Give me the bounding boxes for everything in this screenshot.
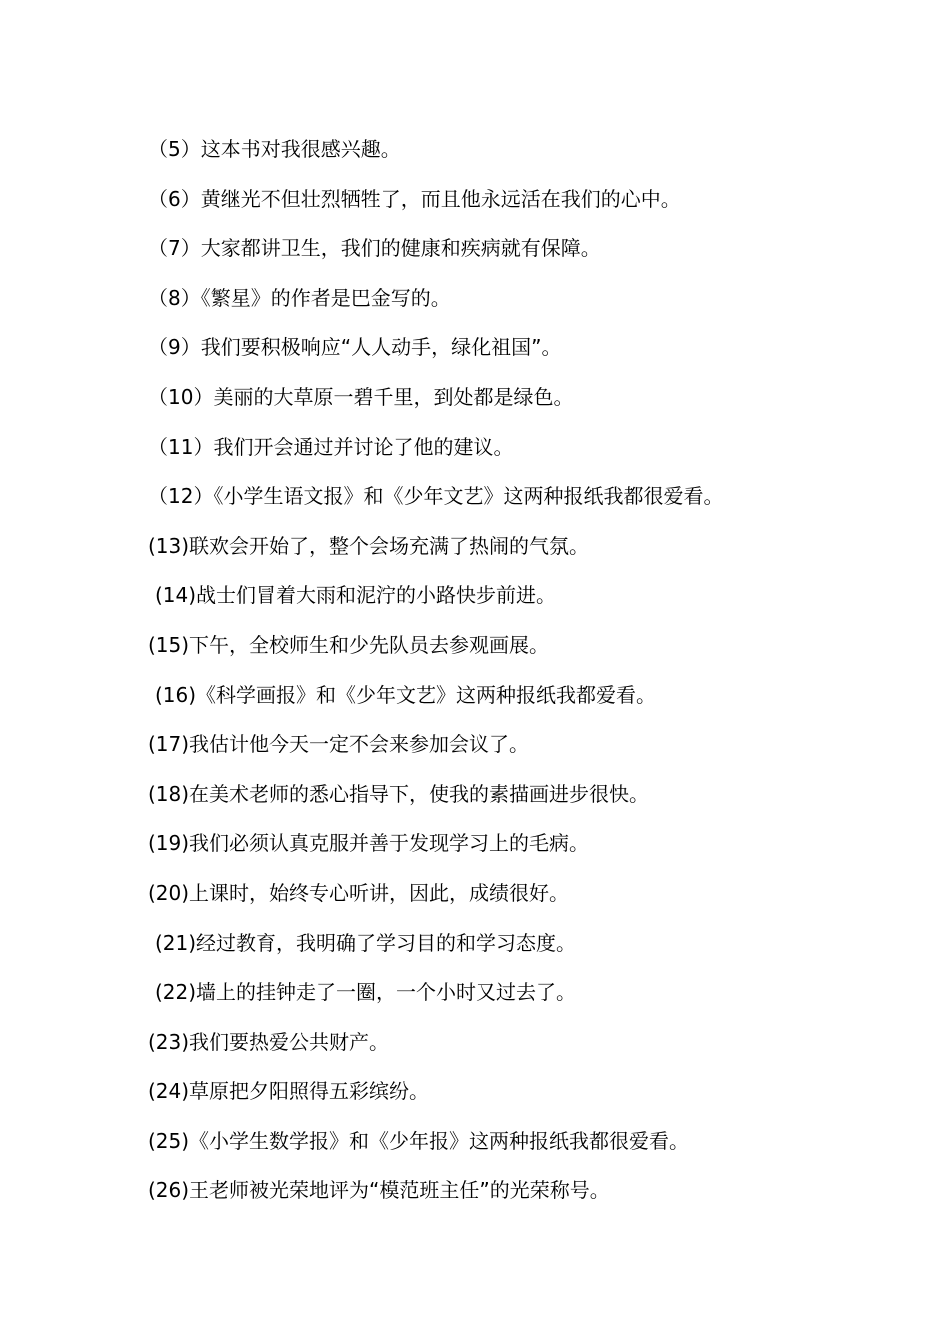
sentence-line: (21)经过教育，我明确了学习目的和学习态度。 <box>155 930 577 955</box>
sentence-line: （6）黄继光不但壮烈牺牲了，而且他永远活在我们的心中。 <box>148 186 681 211</box>
sentence-line: （9）我们要积极响应“人人动手，绿化祖国”。 <box>148 335 562 360</box>
sentence-list <box>148 134 908 1225</box>
sentence-line: （5）这本书对我很感兴趣。 <box>148 137 401 161</box>
sentence-line: （8）《繁星》的作者是巴金写的。 <box>148 285 451 310</box>
sentence-line: (23)我们要热爱公共财产。 <box>148 1029 390 1054</box>
sentence-line: （7）大家都讲卫生，我们的健康和疾病就有保障。 <box>148 236 601 261</box>
sentence-line: （10）美丽的大草原一碧千里，到处都是绿色。 <box>148 384 574 409</box>
sentence-line: (17)我估计他今天一定不会来参加会议了。 <box>148 732 530 757</box>
sentence-line: (19)我们必须认真克服并善于发现学习上的毛病。 <box>148 831 590 856</box>
sentence-line: (14)战士们冒着大雨和泥泞的小路快步前进。 <box>155 583 557 608</box>
sentence-line: (20)上课时，始终专心听讲，因此，成绩很好。 <box>148 880 570 905</box>
sentence-line: (16)《科学画报》和《少年文艺》这两种报纸我都爱看。 <box>155 682 657 707</box>
sentence-line: (24)草原把夕阳照得五彩缤纷。 <box>148 1079 430 1104</box>
sentence-line: (13)联欢会开始了，整个会场充满了热闹的气氛。 <box>148 533 590 558</box>
sentence-line: (22)墙上的挂钟走了一圈，一个小时又过去了。 <box>155 980 577 1005</box>
sentence-line: (25)《小学生数学报》和《少年报》这两种报纸我都很爱看。 <box>148 1128 690 1153</box>
sentence-line: （12）《小学生语文报》和《少年文艺》这两种报纸我都很爱看。 <box>148 484 724 509</box>
sentence-line: （11）我们开会通过并讨论了他的建议。 <box>148 434 514 459</box>
sentence-line: (15)下午，全校师生和少先队员去参观画展。 <box>148 632 550 657</box>
sentence-line: (26)王老师被光荣地评为“模范班主任”的光荣称号。 <box>148 1178 610 1203</box>
sentence-line: (18)在美术老师的悉心指导下，使我的素描画进步很快。 <box>148 781 650 806</box>
